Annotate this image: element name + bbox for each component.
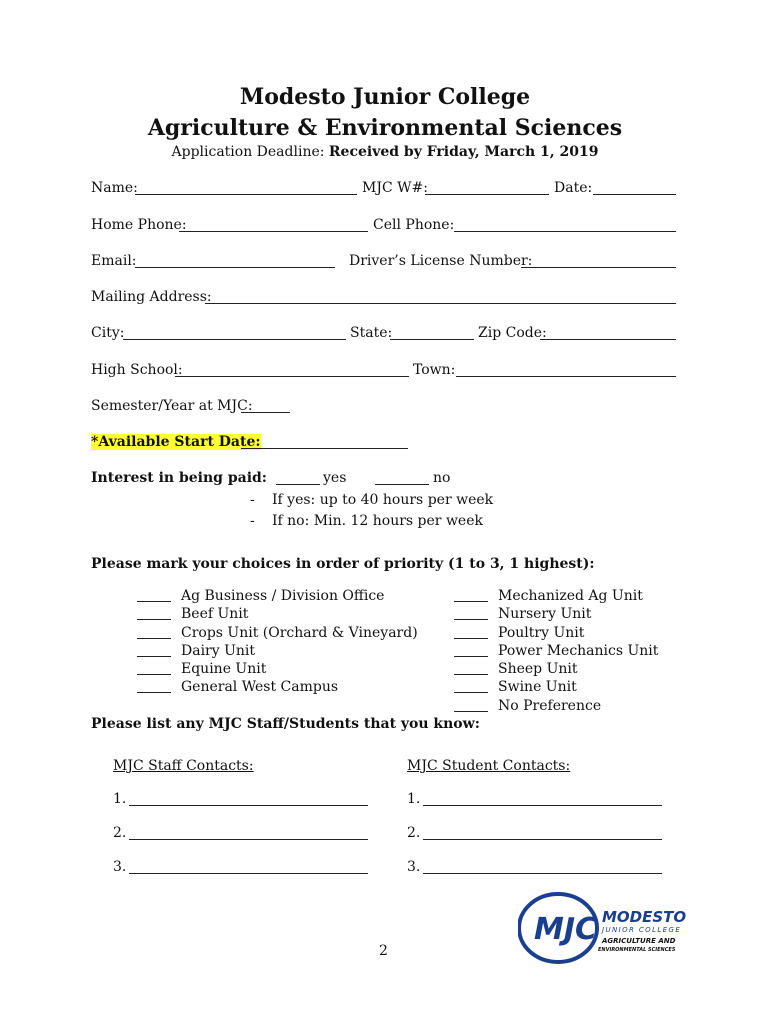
choice-mechanized-ag-unit[interactable] — [454, 588, 643, 604]
staff-contact-number: 3. — [113, 859, 127, 875]
choice-crops-unit[interactable] — [137, 625, 418, 641]
priority-blank[interactable] — [454, 692, 488, 693]
staff-contact-field-1[interactable] — [129, 805, 368, 806]
choice-label: Crops Unit (Orchard & Vineyard) — [181, 625, 418, 641]
date-label: Date: — [554, 180, 593, 196]
cell-phone-label: Cell Phone: — [373, 217, 455, 233]
priority-blank[interactable] — [454, 638, 488, 639]
choice-label: Mechanized Ag Unit — [498, 588, 643, 604]
choice-sheep-unit[interactable] — [454, 661, 578, 677]
email-field[interactable] — [135, 267, 335, 268]
priority-blank[interactable] — [137, 692, 171, 693]
available-start-date-field[interactable] — [241, 448, 408, 449]
mailing-address-label: Mailing Address: — [91, 289, 212, 305]
staff-contacts-label: MJC Staff Contacts: — [113, 758, 254, 774]
student-contact-field-2[interactable] — [423, 839, 662, 840]
priority-blank[interactable] — [137, 656, 171, 657]
paid-interest-label: Interest in being paid: — [91, 470, 267, 486]
state-field[interactable] — [390, 339, 474, 340]
priority-blank[interactable] — [137, 619, 171, 620]
available-start-date-label: *Available Start Date: — [91, 434, 261, 450]
choice-beef-unit[interactable] — [137, 606, 248, 622]
logo-sub1: JUNIOR COLLEGE — [602, 926, 682, 934]
staff-contact-field-3[interactable] — [129, 873, 368, 874]
semester-year-field[interactable] — [241, 412, 290, 413]
mjc-w-field[interactable] — [425, 194, 549, 195]
priority-blank[interactable] — [454, 674, 488, 675]
choice-label: Ag Business / Division Office — [181, 588, 385, 604]
mailing-address-field[interactable] — [205, 303, 676, 304]
staff-contact-field-2[interactable] — [129, 839, 368, 840]
choice-poultry-unit[interactable] — [454, 625, 584, 641]
choice-ag-business[interactable] — [137, 588, 384, 604]
drivers-license-field[interactable] — [521, 267, 676, 268]
application-deadline — [0, 144, 770, 160]
paid-note-dash: - — [250, 492, 255, 508]
paid-note-no: If no: Min. 12 hours per week — [272, 513, 483, 529]
logo-name: MODESTO — [602, 908, 686, 926]
choice-equine-unit[interactable] — [137, 661, 266, 677]
logo-mark: MJC — [534, 912, 598, 947]
choices-heading: Please mark your choices in order of priority (1 to 3, 1 highest): — [91, 556, 595, 572]
priority-blank[interactable] — [137, 638, 171, 639]
choice-swine-unit[interactable] — [454, 679, 577, 695]
deadline-prefix: Application Deadline: — [171, 144, 329, 160]
deadline-date: Received by Friday, March 1, 2019 — [328, 144, 599, 160]
paid-yes-label: yes — [323, 470, 347, 486]
choice-label: Dairy Unit — [181, 643, 256, 659]
student-contacts-label: MJC Student Contacts: — [407, 758, 571, 774]
student-contact-number: 3. — [407, 859, 421, 875]
choice-label: Swine Unit — [498, 679, 577, 695]
drivers-license-label: Driver’s License Number: — [349, 253, 533, 269]
student-contact-field-3[interactable] — [423, 873, 662, 874]
logo-sub2: AGRICULTURE AND — [602, 937, 676, 945]
paid-yes-field[interactable] — [276, 484, 320, 485]
city-label: City: — [91, 325, 125, 341]
student-contact-number: 2. — [407, 825, 421, 841]
priority-blank[interactable] — [454, 601, 488, 602]
name-field[interactable] — [135, 194, 357, 195]
paid-no-field[interactable] — [375, 484, 429, 485]
choice-power-mechanics-unit[interactable] — [454, 643, 658, 659]
cell-phone-field[interactable] — [454, 231, 676, 232]
home-phone-label: Home Phone: — [91, 217, 187, 233]
zip-code-label: Zip Code: — [478, 325, 547, 341]
paid-no-label: no — [433, 470, 451, 486]
mjc-w-label: MJC W#: — [362, 180, 428, 196]
paid-note-dash: - — [250, 513, 255, 529]
choice-nursery-unit[interactable] — [454, 606, 591, 622]
choice-label: General West Campus — [181, 679, 339, 695]
student-contact-number: 1. — [407, 791, 421, 807]
page-number: 2 — [379, 943, 388, 959]
choice-general-west-campus[interactable] — [137, 679, 338, 695]
choice-label: Equine Unit — [181, 661, 267, 677]
contacts-heading: Please list any MJC Staff/Students that you know: — [91, 716, 480, 732]
page-subtitle: Agriculture & Environmental Sciences — [147, 115, 623, 141]
staff-contact-number: 1. — [113, 791, 127, 807]
choice-label: Nursery Unit — [498, 606, 592, 622]
logo-sub3: ENVIRONMENTAL SCIENCES — [598, 947, 676, 953]
town-label: Town: — [413, 362, 456, 378]
priority-blank[interactable] — [454, 656, 488, 657]
city-field[interactable] — [123, 339, 346, 340]
semester-year-label: Semester/Year at MJC: — [91, 398, 253, 414]
choice-label: Poultry Unit — [498, 625, 585, 641]
mjc-ag-logo — [518, 892, 686, 964]
home-phone-field[interactable] — [179, 231, 368, 232]
date-field[interactable] — [593, 194, 676, 195]
name-label: Name: — [91, 180, 138, 196]
choice-dairy-unit[interactable] — [137, 643, 255, 659]
choice-label: Sheep Unit — [498, 661, 578, 677]
priority-blank[interactable] — [454, 619, 488, 620]
priority-blank[interactable] — [454, 711, 488, 712]
choice-label: No Preference — [498, 698, 602, 714]
email-label: Email: — [91, 253, 137, 269]
priority-blank[interactable] — [137, 601, 171, 602]
town-field[interactable] — [456, 376, 676, 377]
page-title: Modesto Junior College — [239, 84, 531, 110]
paid-note-yes: If yes: up to 40 hours per week — [272, 492, 494, 508]
high-school-field[interactable] — [175, 376, 409, 377]
choice-no-preference[interactable] — [454, 698, 601, 714]
priority-blank[interactable] — [137, 674, 171, 675]
choice-label: Power Mechanics Unit — [498, 643, 659, 659]
high-school-label: High School: — [91, 362, 183, 378]
staff-contact-number: 2. — [113, 825, 127, 841]
zip-code-field[interactable] — [540, 339, 676, 340]
state-label: State: — [350, 325, 393, 341]
choice-label: Beef Unit — [181, 606, 249, 622]
student-contact-field-1[interactable] — [423, 805, 662, 806]
